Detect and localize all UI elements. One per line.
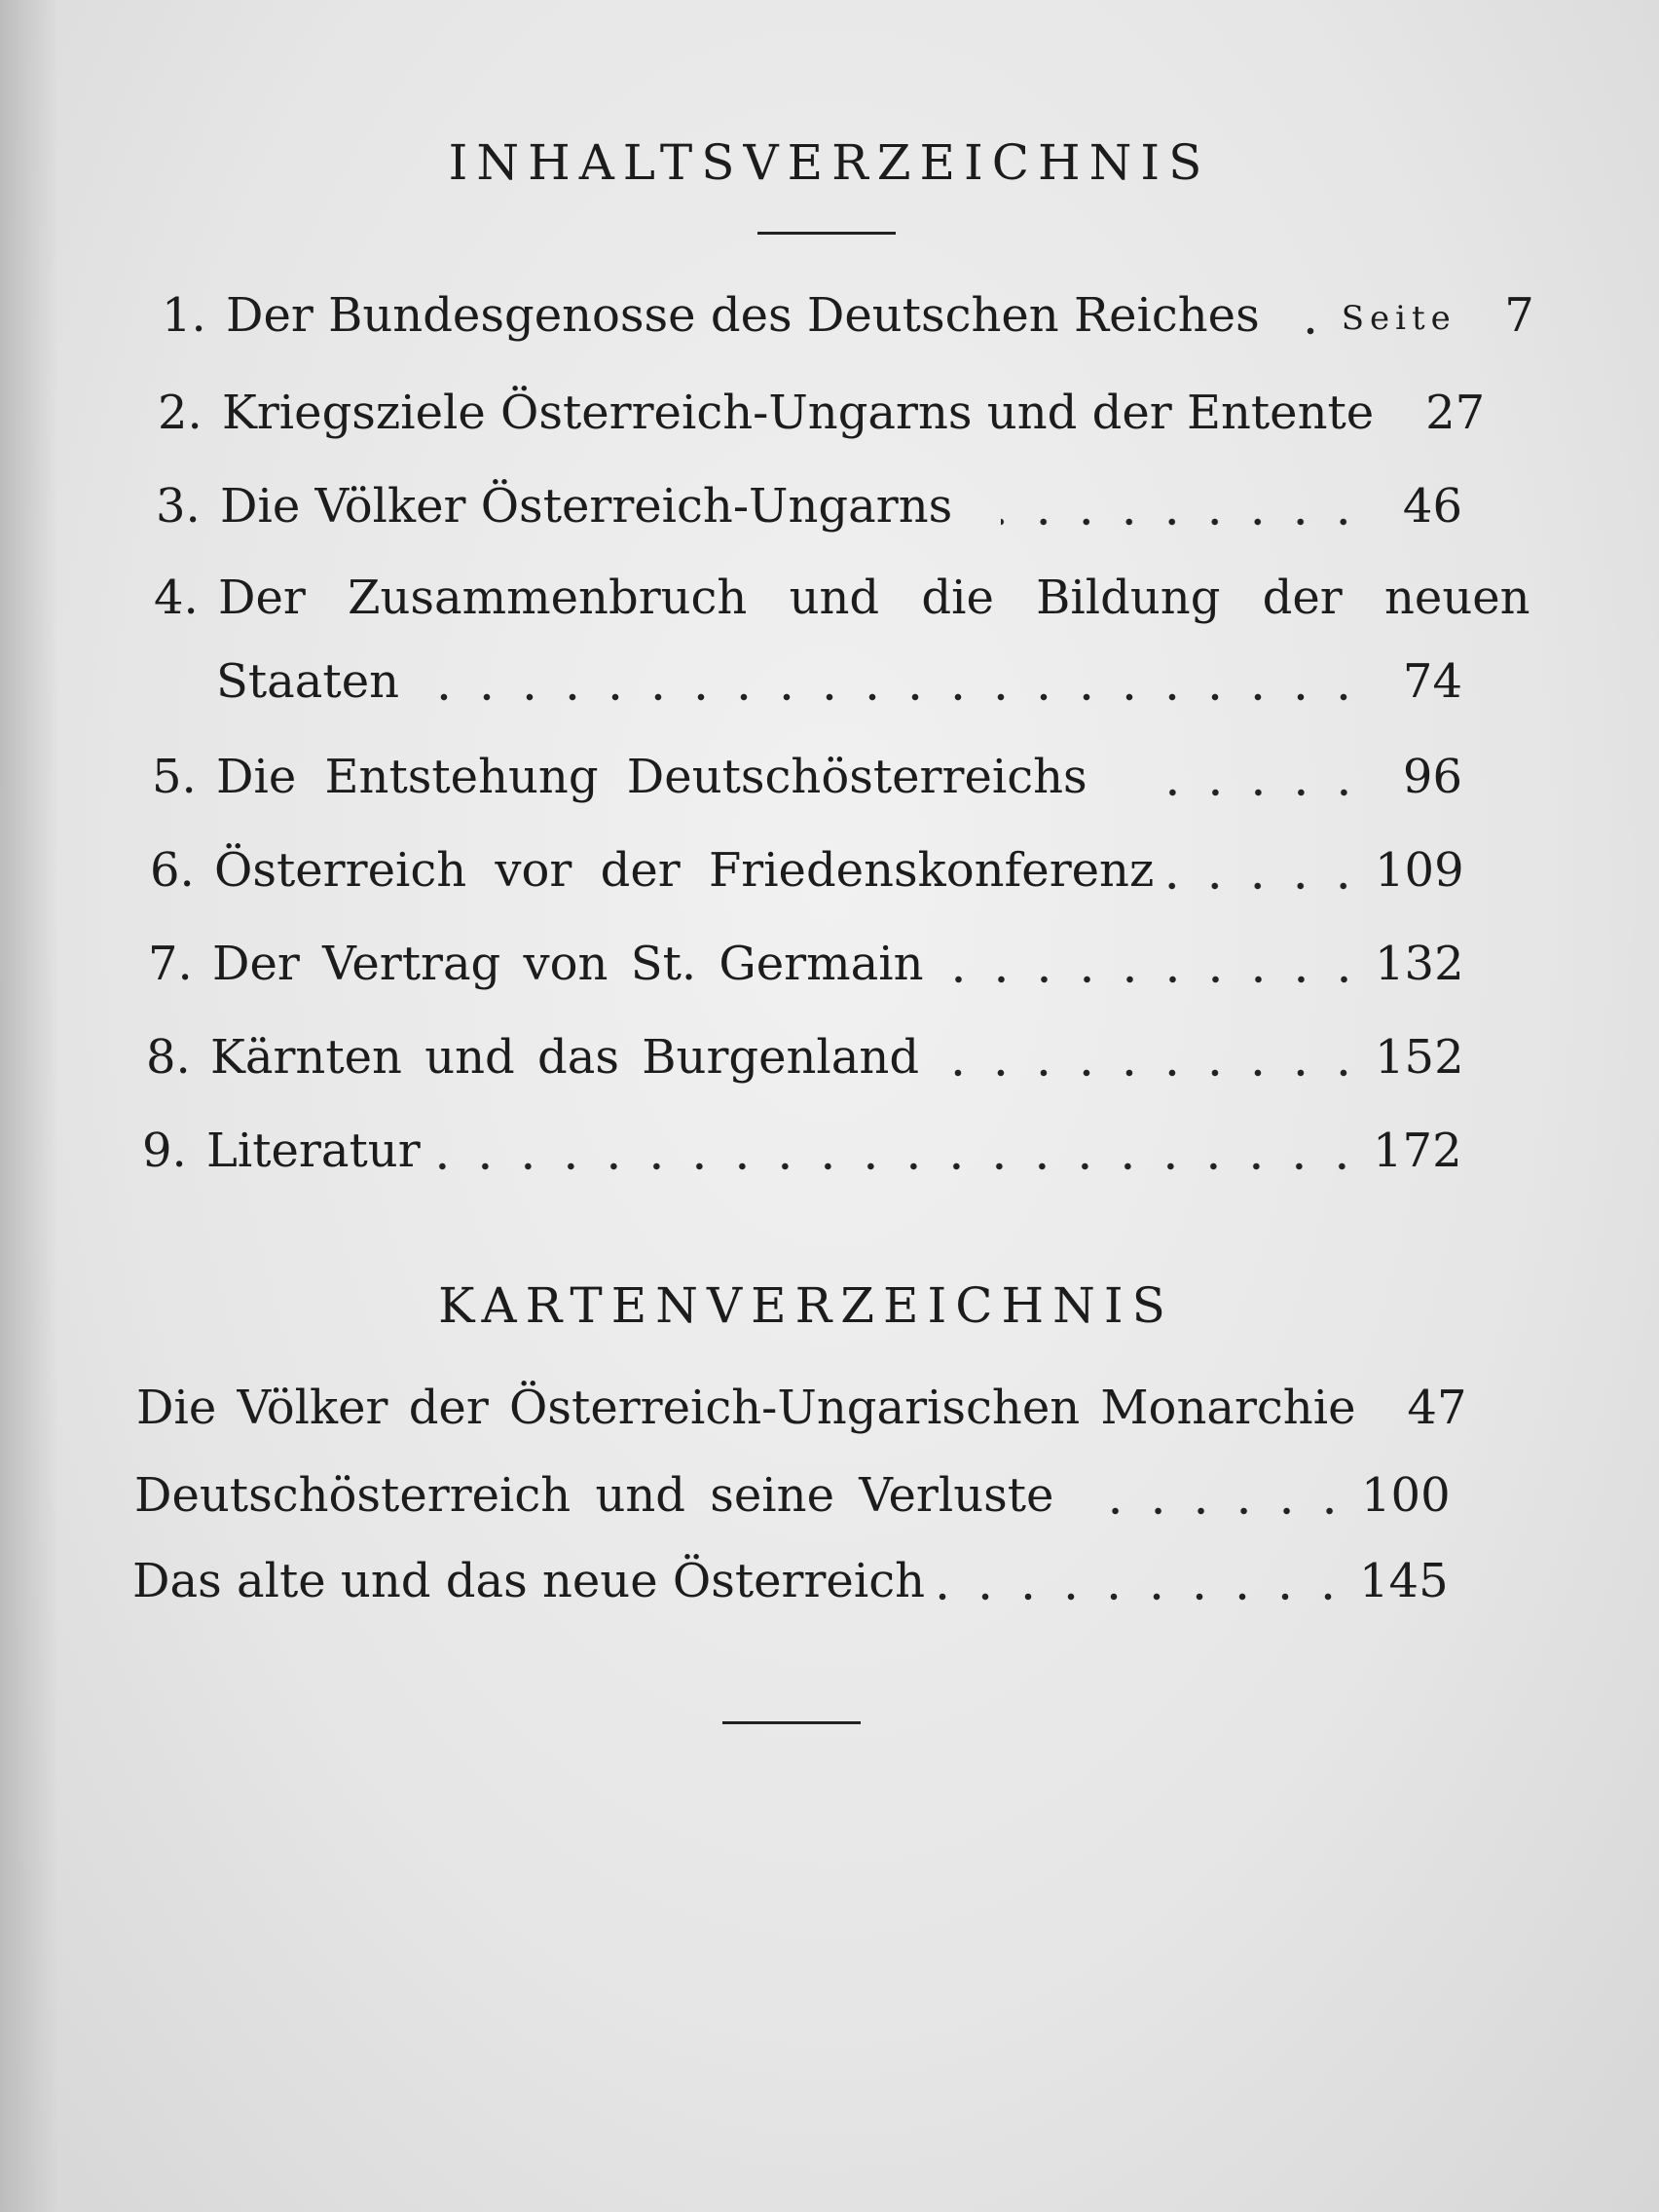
toc-entry-6 bbox=[150, 843, 1462, 900]
map-title: Deutschösterreich und seine Verluste bbox=[134, 1468, 1054, 1523]
toc-entry-9 bbox=[142, 1124, 1460, 1180]
entry-page: 27 bbox=[1425, 386, 1486, 440]
seite-label: Seite bbox=[1341, 298, 1456, 338]
toc-entry-3 bbox=[156, 479, 1462, 535]
entry-title: Die Entstehung Deutschösterreichs bbox=[216, 750, 1088, 804]
entry-title: Die Völker Österreich-Ungarns bbox=[220, 479, 953, 534]
map-page: 100 bbox=[1361, 1468, 1451, 1523]
entry-number: 8. bbox=[146, 1030, 191, 1085]
toc-entry-8 bbox=[146, 1030, 1462, 1087]
entry-page: 172 bbox=[1373, 1124, 1462, 1178]
map-entry-1 bbox=[136, 1381, 1467, 1437]
entry-number: 1. bbox=[162, 288, 206, 343]
map-title: Die Völker der Österreich-Ungarischen Monarchie bbox=[136, 1381, 1356, 1435]
toc-entry-4 bbox=[154, 571, 1530, 627]
entry-title: Kärnten und das Burgenland bbox=[210, 1030, 920, 1085]
entry-page: 7 bbox=[1504, 288, 1534, 343]
entry-page: 46 bbox=[1402, 479, 1462, 534]
entry-title: Der Bundesgenosse des Deutschen Reiches bbox=[226, 288, 1260, 343]
entry-page: 132 bbox=[1375, 937, 1464, 991]
entry-number: 4. bbox=[154, 571, 199, 625]
toc-entry-7 bbox=[148, 937, 1462, 993]
entry-number: 5. bbox=[152, 750, 197, 804]
dot-leader bbox=[1001, 518, 1365, 526]
entry-number: 9. bbox=[142, 1124, 187, 1178]
entry-title-continuation: Staaten bbox=[216, 654, 400, 709]
map-title: Das alte und das neue Österreich bbox=[132, 1554, 925, 1608]
heading-rule bbox=[757, 232, 896, 235]
map-page: 145 bbox=[1359, 1554, 1449, 1608]
dot-leader bbox=[939, 1593, 1349, 1601]
dot-leader bbox=[933, 1069, 1365, 1077]
dot-leader bbox=[1167, 882, 1365, 890]
entry-title: Der Vertrag von St. Germain bbox=[212, 937, 924, 991]
toc-heading: INHALTSVERZEICHNIS bbox=[448, 134, 1211, 191]
dot-leader bbox=[434, 1162, 1363, 1170]
dot-leader bbox=[938, 976, 1365, 983]
entry-title: Der Zusammenbruch und die Bildung der neuen bbox=[218, 571, 1530, 625]
map-entry-2 bbox=[134, 1468, 1449, 1525]
map-entry-3 bbox=[132, 1554, 1447, 1610]
toc-entry-4-continuation bbox=[216, 654, 1462, 711]
entry-title: Literatur bbox=[206, 1124, 421, 1178]
entry-title: Österreich vor der Friedenskonferenz bbox=[214, 843, 1155, 898]
entry-number: 2. bbox=[158, 386, 203, 440]
toc-entry-2 bbox=[158, 386, 1486, 442]
closing-rule bbox=[722, 1721, 861, 1724]
entry-title: Kriegsziele Österreich-Ungarns und der Entente bbox=[222, 386, 1375, 440]
entry-number: 3. bbox=[156, 479, 201, 534]
dot-leader bbox=[419, 693, 1365, 701]
entry-page: 152 bbox=[1375, 1030, 1464, 1085]
toc-entry-1 bbox=[162, 288, 1534, 345]
dot-leader bbox=[1273, 327, 1332, 335]
entry-page: 96 bbox=[1402, 750, 1462, 804]
entry-number: 6. bbox=[150, 843, 195, 898]
map-page: 47 bbox=[1407, 1381, 1467, 1435]
entry-number: 7. bbox=[148, 937, 193, 991]
entry-page: 109 bbox=[1375, 843, 1464, 898]
dot-leader bbox=[1102, 1507, 1351, 1515]
dot-leader bbox=[1136, 789, 1365, 796]
maps-heading: KARTENVERZEICHNIS bbox=[438, 1277, 1174, 1334]
entry-page: 74 bbox=[1402, 654, 1462, 709]
toc-entry-5 bbox=[152, 750, 1462, 806]
